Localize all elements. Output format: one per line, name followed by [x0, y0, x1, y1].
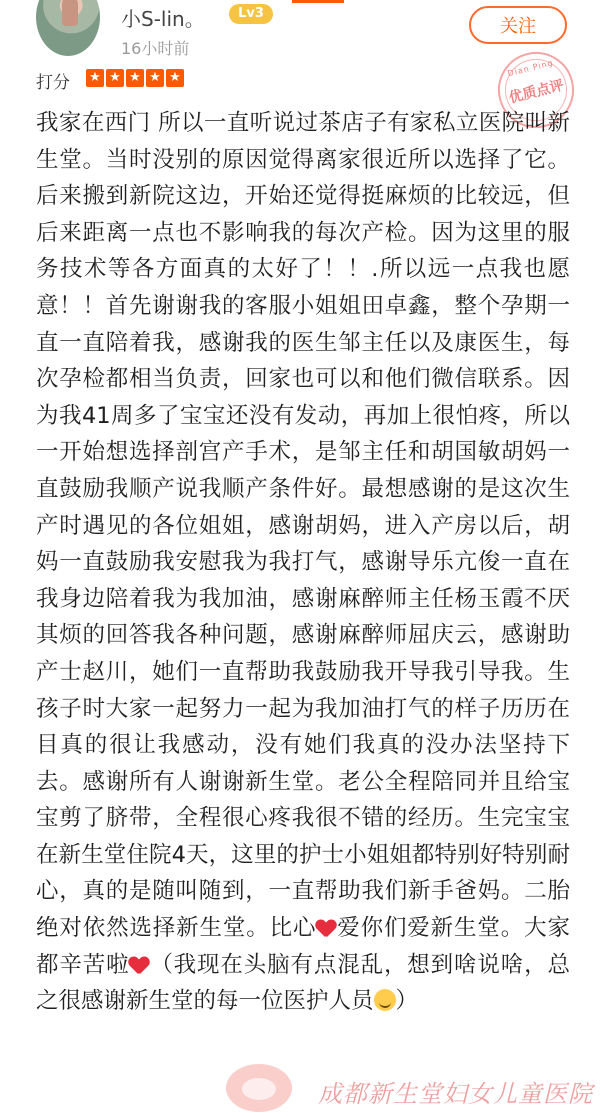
- review-timestamp: 16小时前: [121, 39, 190, 58]
- review-content: [36, 105, 570, 1020]
- rating-star-icon: ★: [126, 69, 144, 87]
- hospital-logo-icon: [226, 1064, 292, 1112]
- rating-stars: [86, 69, 184, 87]
- stamp-top-text: Dian Ping: [506, 58, 555, 79]
- top-accent-bar: [292, 0, 344, 3]
- watermark-text: 成都新生堂妇女儿童医院: [318, 1080, 593, 1108]
- avatar-photo-figure: [62, 0, 78, 26]
- user-level-badge: Lv3: [229, 4, 273, 24]
- red-heart-icon: [129, 955, 149, 975]
- hospital-watermark: [226, 1064, 600, 1116]
- red-heart-icon: [316, 918, 336, 938]
- follow-button[interactable]: 关注: [469, 6, 567, 44]
- username[interactable]: 小S-lin。: [121, 7, 205, 31]
- stamp-main-text: 优质点评: [507, 77, 566, 107]
- smiling-face-emoji-icon: [374, 989, 396, 1011]
- avatar[interactable]: [36, 0, 100, 56]
- rating-star-icon: ★: [106, 69, 124, 87]
- review-text-part3: （我现在头脑有点混乱，想到啥说啥，总之很感谢新生堂的每一位医护人员: [36, 951, 570, 1015]
- review-header: [0, 0, 600, 62]
- review-text-part1: 我家在西门 所以一直听说过茶店子有家私立医院叫新生堂。当时没别的原因觉得离家很近所以选择了它。后来搬到新院这边，开始还觉得挺麻烦的比较远，但后来距离一点也不影响我的每次产检。因为这里的服务技术等各方面真的太好了！！.所以远一点我也愿意！！首先谢谢我的客服小姐姐田卓鑫，整个孕期一直一直陪着我，感谢我的医生邹主任以及康医生，每次孕检都相当负责，回家也可以和他们微信联系。因为我41周多了宝宝还没有发动，再加上很怕疼，所以一开始想选择剖宫产手术，是邹主任和胡国敏胡妈一直鼓励我顺产说我顺产条件好。最想感谢的是这次生产时遇见的各位姐姐，感谢胡妈，进入产房以后，胡妈一直鼓励我安慰我为我打气，感谢导乐亢俊一直在我身边陪着我为我加油，感谢麻醉师主任杨玉霞不厌其烦的回答我各种问题，感谢麻醉师屈庆云，感谢助产士赵川，她们一直帮助我鼓励我开导我引导我。生孩子时大家一起努力一起为我加油打气的样子历历在目真的很让我感动，没有她们我真的没办法坚持下去。感谢所有人谢谢新生堂。老公全程陪同并且给宝宝剪了脐带，全程很心疼我很不错的经历。生完宝宝在新生堂住院4天，这里的护士小姐姐都特别好特别耐心，真的是随叫随到，一直帮助我们新手爸妈。二胎绝对依然选择新生堂。比心: [36, 110, 570, 942]
- rating-star-icon: ★: [146, 69, 164, 87]
- review-paragraph: [36, 105, 570, 1020]
- review-text-part2: 爱你们爱新生堂。大家都辛苦啦: [36, 915, 570, 978]
- rating-label: 打分: [36, 73, 70, 93]
- review-text-part4: ）: [395, 988, 419, 1015]
- rating-star-icon: ★: [166, 69, 184, 87]
- rating-star-icon: ★: [86, 69, 104, 87]
